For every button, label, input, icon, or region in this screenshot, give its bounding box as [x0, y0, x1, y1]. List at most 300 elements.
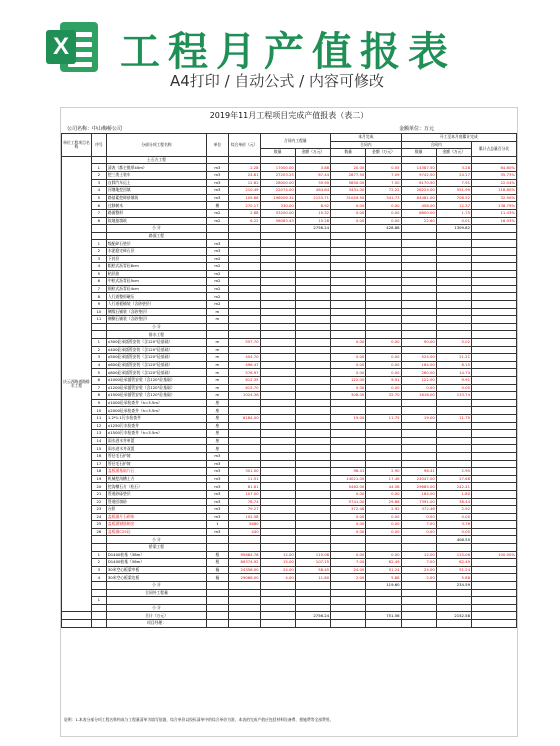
- cell-seq: [91, 604, 106, 612]
- cell-month-amount: [366, 323, 401, 331]
- table-row: [62, 171, 517, 179]
- cell-price: [228, 285, 260, 293]
- cell-item: 雨水进水井单蓖: [106, 437, 206, 445]
- cell-cum-qty: [401, 323, 436, 331]
- cell-unit: 座: [207, 437, 228, 445]
- cell-seq: 3: [91, 566, 106, 574]
- cell-cum-amount: [436, 278, 471, 286]
- cell-contract-amount: [295, 331, 330, 339]
- cell-contract-amount: 15.28: [295, 217, 330, 225]
- cell-item: 小 计: [106, 536, 206, 544]
- cell-price: 78.74: [228, 498, 260, 506]
- cell-month-amount: 62.49: [366, 559, 401, 567]
- cell-cum-amount: 1.80: [436, 490, 471, 498]
- cell-item: 自卸汽车运土: [106, 179, 206, 187]
- table-row: [62, 513, 517, 521]
- cell-price: [228, 452, 260, 460]
- cell-item: 盖板涵C25砼: [106, 528, 206, 536]
- cell-price: 11.51: [228, 475, 260, 483]
- cell-seq: 2: [91, 171, 106, 179]
- cell-contract-qty: [260, 528, 295, 536]
- cell-cum-qty: [401, 331, 436, 339]
- cell-cum-amount: [436, 331, 471, 339]
- cell-seq: 3: [91, 255, 106, 263]
- col-amount: 金额（万元）: [295, 149, 330, 157]
- cell-month-qty: [331, 544, 366, 552]
- cell-contract-qty: 12.00: [260, 551, 295, 559]
- cell-contract-amount: 3.88: [295, 164, 330, 172]
- table-row: [62, 323, 517, 331]
- cell-contract-amount: [295, 293, 330, 301]
- cell-cum-qty: 24.00: [401, 566, 436, 574]
- table-row: [62, 194, 517, 202]
- cell-contract-amount: [295, 399, 330, 407]
- cell-contract-amount: [295, 506, 330, 514]
- cell-pct: [472, 528, 517, 536]
- cell-contract-qty: 22074.00: [260, 187, 295, 195]
- cell-item: 软地基填筑: [106, 217, 206, 225]
- cell-price: [228, 247, 260, 255]
- cell-cum-amount: [436, 604, 471, 612]
- cell-contract-amount: [295, 422, 330, 430]
- cell-seq: 15: [91, 445, 106, 453]
- cell-cum-amount: 708.52: [436, 194, 471, 202]
- table-row: [62, 187, 517, 195]
- cell-contract-amount: [295, 346, 330, 354]
- table-row: [62, 285, 517, 293]
- cell-seq: 12: [91, 422, 106, 430]
- cell-cum-qty: [401, 597, 436, 605]
- cell-contract-qty: [260, 361, 295, 369]
- report-sheet: [60, 107, 518, 737]
- cell-cum-qty: [401, 422, 436, 430]
- cell-unit: m3: [207, 247, 228, 255]
- table-row: [62, 156, 517, 164]
- cell-cum-qty: [401, 430, 436, 438]
- cell-item: 下封层: [106, 255, 206, 263]
- cell-pct: [472, 392, 517, 400]
- cell-item: 粗粒式沥青砼8cm: [106, 263, 206, 271]
- cell-pct: [472, 354, 517, 362]
- cell-item: 路面整形: [106, 209, 206, 217]
- cell-cum-amount: [436, 323, 471, 331]
- cell-cum-amount: 1309.82: [436, 225, 471, 233]
- cell-price: 210.49: [228, 187, 260, 195]
- cell-month-qty: [331, 232, 366, 240]
- cell-cum-qty: 0.00: [401, 513, 436, 521]
- excel-icon: X: [42, 18, 100, 76]
- cell-cum-amount: [436, 247, 471, 255]
- cell-seq: 10: [91, 407, 106, 415]
- cell-pct: [472, 475, 517, 483]
- cell-cum-qty: [401, 285, 436, 293]
- cell-pct: 16.93%: [472, 217, 517, 225]
- cell-unit: m3: [207, 498, 228, 506]
- cell-unit: m: [207, 339, 228, 347]
- cell-cum-qty: 64481.00: [401, 194, 436, 202]
- cell-pct: [472, 483, 517, 491]
- cell-item: 迁移树木: [106, 202, 206, 210]
- cell-unit: [207, 597, 228, 605]
- cell-unit: 棵: [207, 202, 228, 210]
- cell-unit: m: [207, 316, 228, 324]
- cell-item: 盖板涵钢筋制安: [106, 521, 206, 529]
- cell-seq: [91, 544, 106, 552]
- cell-cum-qty: 7.00: [401, 521, 436, 529]
- cell-month-qty: 0.00: [331, 551, 366, 559]
- cell-month-qty: [331, 346, 366, 354]
- cell-cum-qty: [401, 399, 436, 407]
- cell-price: 81.61: [228, 483, 260, 491]
- cell-cum-qty: 1616.00: [401, 392, 436, 400]
- cell-contract-qty: [260, 301, 295, 309]
- cell-price: [228, 612, 260, 620]
- cell-contract-amount: [295, 369, 330, 377]
- cell-cum-amount: 242.41: [436, 483, 471, 491]
- cell-pct: [472, 574, 517, 582]
- cell-pct: [472, 430, 517, 438]
- cell-pct: [472, 437, 517, 445]
- cell-seq: 8: [91, 217, 106, 225]
- table-row: [62, 331, 517, 339]
- cell-project-name: 庆云西路道路排水工程: [62, 156, 92, 612]
- cell-unit: m3: [207, 513, 228, 521]
- cell-seq: 6: [91, 202, 106, 210]
- cell-project-name: [62, 612, 92, 620]
- cell-price: 109.88: [228, 194, 260, 202]
- table-row: [62, 179, 517, 187]
- cell-cum-qty: [401, 582, 436, 590]
- cell-price: 404.70: [228, 354, 260, 362]
- cell-cum-qty: [401, 316, 436, 324]
- cell-month-qty: 122.00: [331, 377, 366, 385]
- cell-price: 2.28: [228, 164, 260, 172]
- cell-pct: [472, 225, 517, 233]
- col-unit-price: 综合单价（元）: [228, 134, 260, 157]
- cell-cum-amount: [436, 620, 471, 628]
- cell-price: [228, 422, 260, 430]
- cell-cum-amount: 3.76: [436, 521, 471, 529]
- cell-seq: 18: [91, 468, 106, 476]
- cell-pct: 138.79%: [472, 202, 517, 210]
- footnote: 说明：1.本表分部分项工程名称构成与工程量清单为填写依据，综合单价以投标清单中的综合单价为准，本表的完成产值应包括材料设备费、措施费等全部费用。: [64, 717, 334, 722]
- cell-pct: [472, 278, 517, 286]
- cell-seq: 5: [91, 270, 106, 278]
- cell-month-amount: 2.92: [366, 506, 401, 514]
- cell-seq: [91, 612, 106, 620]
- cell-cum-amount: [436, 452, 471, 460]
- cell-item: 合计（万元）: [106, 612, 206, 620]
- cell-unit: [207, 323, 228, 331]
- cell-month-qty: 96.41: [331, 468, 366, 476]
- cell-cum-qty: [401, 612, 436, 620]
- cell-cum-amount: 11.75: [436, 414, 471, 422]
- cell-price: 496.47: [228, 361, 260, 369]
- cell-contract-amount: [295, 490, 330, 498]
- cell-seq: 3: [91, 179, 106, 187]
- cell-month-amount: 0.05: [366, 164, 401, 172]
- cell-item: 粘层油: [106, 270, 206, 278]
- cell-price: 440: [228, 528, 260, 536]
- cell-cum-qty: 458.00: [401, 202, 436, 210]
- cell-month-qty: [331, 270, 366, 278]
- cell-unit: [207, 331, 228, 339]
- cell-month-qty: 0.00: [331, 202, 366, 210]
- cell-contract-amount: [295, 301, 330, 309]
- cell-month-qty: 7.00: [331, 559, 366, 567]
- cell-pct: [472, 308, 517, 316]
- cell-month-qty: 5850.00: [331, 179, 366, 187]
- cell-seq: 1: [91, 339, 106, 347]
- cell-month-qty: 372.46: [331, 506, 366, 514]
- col-contract-in-cumulative: 合同内: [401, 141, 471, 149]
- cell-contract-qty: [260, 232, 295, 240]
- cell-month-qty: [331, 278, 366, 286]
- cell-seq: 4: [91, 361, 106, 369]
- cell-seq: 14: [91, 437, 106, 445]
- cell-unit: m2: [207, 209, 228, 217]
- cell-month-qty: [331, 225, 366, 233]
- cell-month-qty: [331, 422, 366, 430]
- cell-contract-qty: [260, 414, 295, 422]
- cell-seq: 7: [91, 209, 106, 217]
- cell-month-amount: 0.00: [366, 202, 401, 210]
- cell-month-amount: [366, 247, 401, 255]
- cell-price: [228, 301, 260, 309]
- cell-unit: m3: [207, 179, 228, 187]
- cell-contract-qty: [260, 407, 295, 415]
- cell-cum-amount: 2.92: [436, 506, 471, 514]
- cell-price: [228, 589, 260, 597]
- cell-item: [106, 597, 206, 605]
- cell-contract-amount: [295, 475, 330, 483]
- cell-item: ¢2000砼承检查井（h=3.5m）: [106, 407, 206, 415]
- cell-cum-amount: 51.24: [436, 566, 471, 574]
- cell-cum-qty: [401, 445, 436, 453]
- table-row: [62, 566, 517, 574]
- cell-item: ¢1500砼承插管安装（含120°砼基础）: [106, 392, 206, 400]
- cell-cum-qty: 22.60: [401, 217, 436, 225]
- cell-pct: 100.00%: [472, 551, 517, 559]
- cell-pct: [472, 544, 517, 552]
- cell-cum-qty: [401, 255, 436, 263]
- cell-seq: 8: [91, 293, 106, 301]
- cell-item: 盖板涵片石砌体: [106, 513, 206, 521]
- cell-seq: 5: [91, 194, 106, 202]
- cell-seq: 11: [91, 316, 106, 324]
- cell-seq: 3: [91, 354, 106, 362]
- cell-pct: [472, 452, 517, 460]
- cell-contract-amount: [295, 468, 330, 476]
- cell-month-amount: 0.00: [366, 339, 401, 347]
- cell-month-qty: 19.00: [331, 414, 366, 422]
- cell-item: ¢1000砼承检查井（h=3.5m）: [106, 399, 206, 407]
- cell-seq: 1: [91, 551, 106, 559]
- cell-cum-qty: [401, 225, 436, 233]
- cell-pct: [472, 506, 517, 514]
- cell-seq: 8: [91, 392, 106, 400]
- cell-month-amount: [366, 536, 401, 544]
- cell-cum-amount: 12.37: [436, 202, 471, 210]
- cell-contract-qty: [260, 589, 295, 597]
- cell-unit: m3: [207, 490, 228, 498]
- table-row: [62, 498, 517, 506]
- cell-cum-amount: 0.00: [436, 528, 471, 536]
- table-row: [62, 278, 517, 286]
- cell-contract-amount: [295, 452, 330, 460]
- cell-pct: [472, 263, 517, 271]
- cell-seq: 25: [91, 521, 106, 529]
- cell-cum-qty: [401, 293, 436, 301]
- cell-item: 河塘地挖回填: [106, 187, 206, 195]
- table-row: [62, 301, 517, 309]
- cell-unit: m: [207, 361, 228, 369]
- cell-price: [228, 604, 260, 612]
- cell-cum-qty: 12.00: [401, 551, 436, 559]
- table-row: [62, 202, 517, 210]
- cell-unit: m3: [207, 460, 228, 468]
- table-row: [62, 377, 517, 385]
- cell-item: ¢1000砼承插管安装（含120°砼基础）: [106, 377, 206, 385]
- cell-month-qty: [331, 255, 366, 263]
- table-row: [62, 354, 517, 362]
- table-row: [62, 339, 517, 347]
- cell-seq: 5: [91, 369, 106, 377]
- cell-contract-qty: [260, 278, 295, 286]
- cell-pct: [472, 490, 517, 498]
- cell-contract-qty: [260, 285, 295, 293]
- table-row: [62, 597, 517, 605]
- cell-month-qty: [331, 316, 366, 324]
- cell-cum-qty: 164.00: [401, 490, 436, 498]
- cell-cum-qty: 24047.00: [401, 475, 436, 483]
- cell-price: [228, 316, 260, 324]
- cell-month-amount: [366, 544, 401, 552]
- cell-item: 项目经理：: [106, 620, 206, 628]
- cell-pct: [472, 422, 517, 430]
- cell-contract-amount: [295, 232, 330, 240]
- cell-cum-amount: 0.00: [436, 384, 471, 392]
- cell-contract-qty: [260, 612, 295, 620]
- col-contract-in-month: 合同内: [331, 141, 401, 149]
- cell-month-amount: [366, 316, 401, 324]
- cell-seq: 1: [91, 597, 106, 605]
- page-title: 工程月产值报表: [120, 29, 456, 75]
- cell-unit: m: [207, 377, 228, 385]
- cell-cum-amount: 133.74: [436, 392, 471, 400]
- cell-month-amount: 0.00: [366, 521, 401, 529]
- cell-cum-amount: [436, 301, 471, 309]
- cell-contract-qty: [260, 263, 295, 271]
- cell-month-qty: [331, 407, 366, 415]
- cell-cum-qty: [401, 452, 436, 460]
- cell-pct: 11.43%: [472, 209, 517, 217]
- cell-price: 12.82: [228, 179, 260, 187]
- cell-cum-qty: 7.00: [401, 559, 436, 567]
- cell-contract-qty: [260, 521, 295, 529]
- cell-contract-amount: [295, 460, 330, 468]
- cell-month-amount: 0.00: [366, 217, 401, 225]
- cell-contract-amount: [295, 407, 330, 415]
- table-row: [62, 407, 517, 415]
- cell-cum-qty: [401, 544, 436, 552]
- cell-item: 盖板涵基础片石: [106, 468, 206, 476]
- cell-month-qty: [331, 597, 366, 605]
- cell-price: 6184.00: [228, 414, 260, 422]
- col-qty: 数量: [260, 149, 295, 157]
- cell-cum-qty: 0.00: [401, 384, 436, 392]
- cell-unit: m2: [207, 278, 228, 286]
- cell-seq: [91, 331, 106, 339]
- cell-price: 95884.78: [228, 551, 260, 559]
- cell-seq: [91, 582, 106, 590]
- cell-item: 管道回填砂: [106, 498, 206, 506]
- col-seq: 序号: [91, 134, 106, 157]
- cell-seq: 7: [91, 384, 106, 392]
- cell-contract-amount: [295, 255, 330, 263]
- cell-cum-qty: 6800.00: [401, 209, 436, 217]
- col-unit: 单位: [207, 134, 228, 157]
- cell-cum-qty: [401, 589, 436, 597]
- cell-price: 270.17: [228, 202, 260, 210]
- cell-contract-amount: [295, 513, 330, 521]
- table-row: [62, 346, 517, 354]
- cell-item: 级配碎石垫层: [106, 240, 206, 248]
- report-table: [61, 133, 517, 628]
- cell-contract-qty: 4.00: [260, 574, 295, 582]
- cell-cum-amount: [436, 270, 471, 278]
- cell-month-qty: [331, 589, 366, 597]
- cell-contract-qty: [260, 597, 295, 605]
- cell-price: [228, 323, 260, 331]
- cell-item: ¢600砼承插管安装（含120°砼基础）: [106, 361, 206, 369]
- cell-unit: 座: [207, 430, 228, 438]
- cell-price: 24.81: [228, 171, 260, 179]
- cell-seq: [91, 323, 106, 331]
- cell-unit: 座: [207, 414, 228, 422]
- table-row: [62, 430, 517, 438]
- cell-seq: 2: [91, 559, 106, 567]
- cell-month-amount: [366, 399, 401, 407]
- cell-month-qty: 0.00: [331, 513, 366, 521]
- cell-month-qty: [331, 604, 366, 612]
- cell-month-amount: [366, 308, 401, 316]
- table-row: [62, 209, 517, 217]
- table-row: [62, 384, 517, 392]
- cell-contract-amount: 115.06: [295, 551, 330, 559]
- cell-cum-amount: [436, 544, 471, 552]
- cell-item: 路基素挖碎砂填筑: [106, 194, 206, 202]
- cell-contract-amount: 2153.71: [295, 194, 330, 202]
- cell-cum-qty: [401, 301, 436, 309]
- cell-seq: 2: [91, 346, 106, 354]
- company-label: 公司名称：中山梅桥公司: [67, 126, 123, 132]
- cell-month-qty: 0.00: [331, 339, 366, 347]
- cell-contract-qty: 196009.34: [260, 194, 295, 202]
- cell-cum-amount: 14.74: [436, 369, 471, 377]
- cell-month-amount: 0.00: [366, 528, 401, 536]
- cell-contract-qty: [260, 399, 295, 407]
- cell-month-qty: 3431.00: [331, 187, 366, 195]
- cell-month-amount: 341.73: [366, 194, 401, 202]
- cell-unit: m2: [207, 263, 228, 271]
- cell-month-qty: [331, 301, 366, 309]
- cell-seq: 26: [91, 528, 106, 536]
- cell-month-amount: [366, 407, 401, 415]
- cell-pct: [472, 414, 517, 422]
- cell-seq: 4: [91, 263, 106, 271]
- cell-pct: [472, 597, 517, 605]
